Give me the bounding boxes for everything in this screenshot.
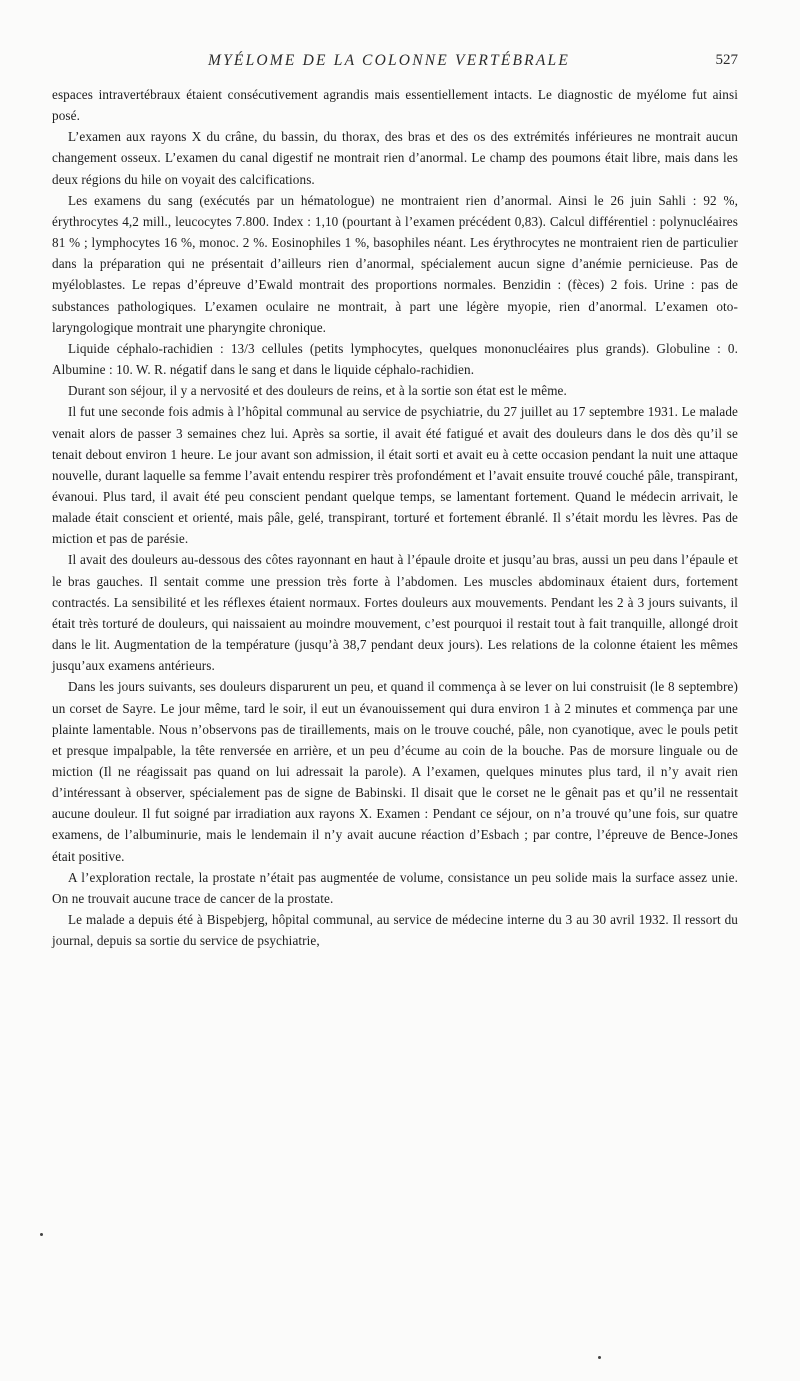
page-number: 527: [715, 52, 738, 68]
paragraph-xray-exam: L’examen aux rayons X du crâne, du bassin, du thorax, des bras et des os des extrémités inférieures ne montrait aucun changement osseux. L’examen du canal digestif ne montrait rien d’anormal. Le champ des poumons était libre, mais dans les deux régions du hile on voyait des calcifications.: [52, 129, 738, 187]
body-text: [52, 84, 738, 951]
paragraph-blood-exam: Les examens du sang (exécutés par un hématologue) ne montraient rien d’anormal. Ainsi le 26 juin Sahli : 92 %, érythrocytes 4,2 mill., leucocytes 7.800. Index : 1,10 (pourtant à l’examen précédent 0,83). Calcul différentiel : polynucléaires 81 % ; lymphocytes 16 %, monoc. 2 %. Eosinophiles 1 %, basophiles néant. Les érythrocytes ne montraient rien de particulier dans la préparation qui ne présentait d’ailleurs rien d’anormal, spécialement aucun signe d’anémie pernicieuse. Pas de myéloblastes. Le repas d’épreuve d’Ewald montrait des proportions normales. Benzidin : (fèces) 2 fois. Urine : pas de substances pathologiques. L’examen oculaire ne montrait, à part une légère myopie, rien d’anormal. L’examen oto-laryngologique montrait une pharyngite chronique.: [52, 192, 738, 335]
paragraph-bispebjerg: Le malade a depuis été à Bispebjerg, hôpital communal, au service de médecine interne du 3 au 30 avril 1932. Il ressort du journal, depuis sa sortie du service de psychiatrie,: [52, 912, 738, 949]
paragraph-second-admission: Il fut une seconde fois admis à l’hôpital communal au service de psychiatrie, du 27 juillet au 17 septembre 1931. Le malade venait alors de passer 3 semaines chez lui. Après sa sortie, il avait été fatigué et avait des douleurs dans le dos dès qu’il se tenait debout environ 1 heure. Le jour avant son admission, il était sorti et avait eu à cette occasion pendant la nuit une attaque nouvelle, durant laquelle sa femme l’avait entendu respirer très profondément et l’avait ensuite trouvé couché pâle, transpirant, évanoui. Plus tard, il avait été peu conscient pendant quelque temps, se lamentant fortement. Quand le médecin arrivait, le malade était conscient et orienté, mais pâle, gelé, transpirant, torturé et fortement ébranlé. Il s’était mordu les lèvres. Pas de miction et pas de parésie.: [52, 404, 738, 547]
running-title: MYÉLOME DE LA COLONNE VERTÉBRALE: [207, 52, 571, 69]
paragraph-pain-description: Il avait des douleurs au-dessous des côtes rayonnant en haut à l’épaule droite et jusqu’au bras, aussi un peu dans l’épaule et le bras gauches. Il sentait comme une pression très forte à l’abdomen. Les muscles abdominaux étaient durs, fortement contractés. La sensibilité et les réflexes étaient normaux. Fortes douleurs aux mouvements. Pendant les 2 à 3 jours suivants, il était très torturé de douleurs, qui naissaient au moindre mouvement, c’est pourquoi il restait tout à fait tranquille, allongé droit dans le lit. Augmentation de la température (jusqu’à 38,7 pendant deux jours). Les relations de la colonne étaient les mêmes jusqu’aux examens antérieurs.: [52, 552, 738, 674]
scan-speck: [40, 1233, 43, 1236]
paragraph-cerebrospinal-fluid: Liquide céphalo-rachidien : 13/3 cellules (petits lymphocytes, quelques mononucléaires plus grands). Globuline : 0. Albumine : 10. W. R. négatif dans le sang et dans le liquide céphalo-rachidien.: [52, 340, 738, 378]
paragraph-following-days: Dans les jours suivants, ses douleurs disparurent un peu, et quand il commença à se lever on lui construisit (le 8 septembre) un corset de Sayre. Le jour même, tard le soir, il eut un évanouissement qui dura environ 1 à 2 minutes et commença par une plainte lamentable. Nous n’observons pas de tiraillements, mais on le trouve couché, pâle, non cyanotique, avec le pouls petit et presque impalpable, la tête renversée en arrière, et un peu d’écume au coin de la bouche. Pas de morsure linguale ou de miction (Il ne réagissait pas quand on lui adressait la parole). A l’examen, quelques minutes plus tard, il n’y avait rien d’intéressant à observer, spécialement pas de signe de Babinski. Il disait que le corset ne le gênait pas et qu’il ne ressentait aucune douleur. Il fut soigné par irradiation aux rayons X. Examen : Pendant ce séjour, on n’a trouvé qu’une fois, sur quatre examens, de l’albuminurie, mais le lendemain il n’y avait aucune réaction d’Esbach ; par contre, l’épreuve de Bence-Jones était positive.: [52, 679, 738, 864]
paragraph-stay-summary: Durant son séjour, il y a nervosité et des douleurs de reins, et à la sortie son état est le même.: [68, 383, 567, 399]
scan-speck: [598, 1356, 601, 1359]
page-header: [40, 52, 738, 76]
paragraph-vertebral-spaces: espaces intravertébraux étaient consécutivement agrandis mais essentiellement intacts. Le diagnostic de myélome fut ainsi posé.: [52, 87, 738, 124]
paragraph-rectal-exam: A l’exploration rectale, la prostate n’était pas augmentée de volume, consistance un peu solide mais la surface assez unie. On ne trouvait aucune trace de cancer de la prostate.: [52, 869, 738, 906]
